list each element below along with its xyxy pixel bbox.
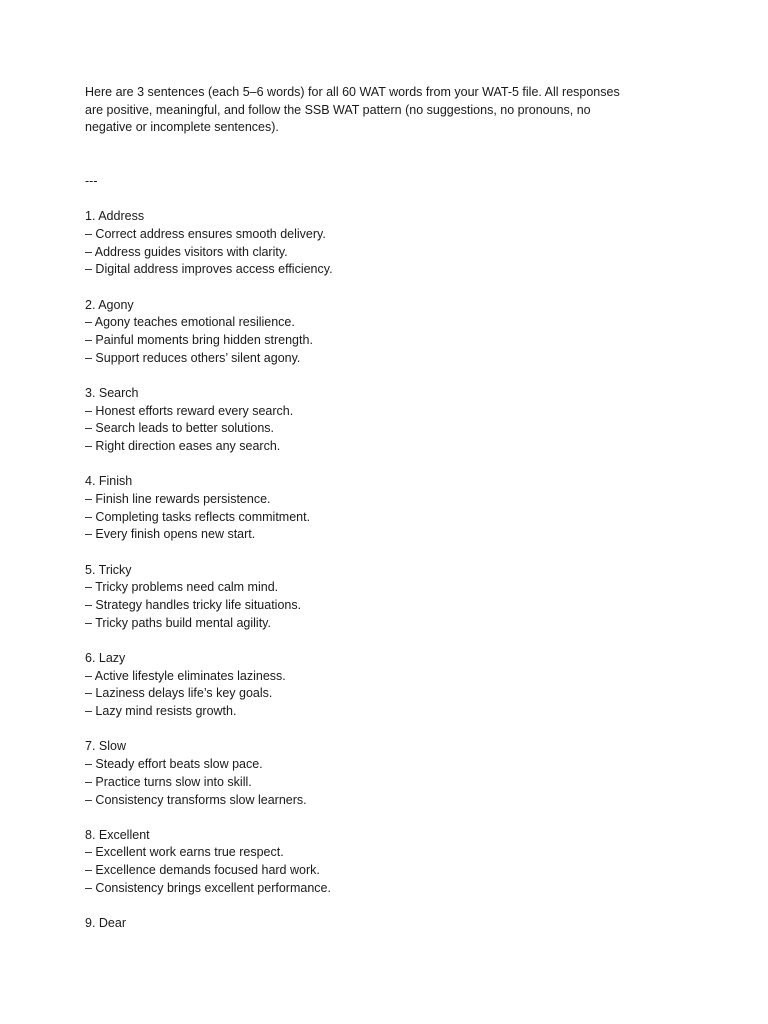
entry-title: 7. Slow — [85, 739, 126, 754]
entry-sentence: – Consistency brings excellent performance. — [85, 880, 331, 895]
wat-entry — [85, 385, 625, 456]
entry-sentence: – Laziness delays life’s key goals. — [85, 686, 273, 701]
entry-title: 8. Excellent — [85, 827, 150, 842]
entry-title: 6. Lazy — [85, 651, 126, 666]
document-page — [85, 84, 625, 950]
entry-title: 5. Tricky — [85, 562, 132, 577]
entry-title: 4. Finish — [85, 474, 133, 489]
wat-entry — [85, 473, 625, 544]
entry-sentence: – Lazy mind resists growth. — [85, 704, 237, 719]
intro-paragraph: Here are 3 sentences (each 5–6 words) for all 60 WAT words from your WAT-5 file. All responses are positive, meaningful, and follow the SSB WAT pattern (no suggestions, no pronouns, no negative or incomplete sentences). — [85, 85, 620, 135]
section-separator: --- — [85, 174, 98, 189]
entry-title: 9. Dear — [85, 916, 126, 931]
entry-sentence: – Address guides visitors with clarity. — [85, 244, 288, 259]
entry-sentence: – Consistency transforms slow learners. — [85, 792, 307, 807]
entry-title: 3. Search — [85, 386, 139, 401]
entry-sentence: – Completing tasks reflects commitment. — [85, 509, 311, 524]
entry-title: 1. Address — [85, 209, 145, 224]
entry-sentence: – Tricky problems need calm mind. — [85, 580, 279, 595]
entry-sentence: – Painful moments bring hidden strength. — [85, 333, 313, 348]
entry-sentence: – Correct address ensures smooth delivery. — [85, 227, 326, 242]
entry-sentence: – Digital address improves access efficiency. — [85, 262, 333, 277]
entry-sentence: – Excellence demands focused hard work. — [85, 863, 320, 878]
entry-sentence: – Strategy handles tricky life situations. — [85, 598, 302, 613]
entry-sentence: – Right direction eases any search. — [85, 439, 281, 454]
wat-entry — [85, 827, 625, 898]
entry-sentence: – Search leads to better solutions. — [85, 421, 275, 436]
wat-entry — [85, 650, 625, 721]
wat-entries — [85, 208, 625, 932]
wat-entry — [85, 297, 625, 368]
entry-sentence: – Finish line rewards persistence. — [85, 492, 271, 507]
entry-sentence: – Steady effort beats slow pace. — [85, 757, 263, 772]
entry-sentence: – Support reduces others’ silent agony. — [85, 350, 301, 365]
entry-sentence: – Every finish opens new start. — [85, 527, 256, 542]
entry-title: 2. Agony — [85, 297, 134, 312]
entry-sentence: – Honest efforts reward every search. — [85, 403, 294, 418]
entry-sentence: – Tricky paths build mental agility. — [85, 615, 271, 630]
wat-entry — [85, 915, 625, 933]
entry-sentence: – Practice turns slow into skill. — [85, 774, 252, 789]
wat-entry — [85, 738, 625, 809]
entry-sentence: – Agony teaches emotional resilience. — [85, 315, 295, 330]
entry-sentence: – Active lifestyle eliminates laziness. — [85, 668, 286, 683]
entry-sentence: – Excellent work earns true respect. — [85, 845, 284, 860]
wat-entry — [85, 208, 625, 279]
wat-entry — [85, 562, 625, 633]
